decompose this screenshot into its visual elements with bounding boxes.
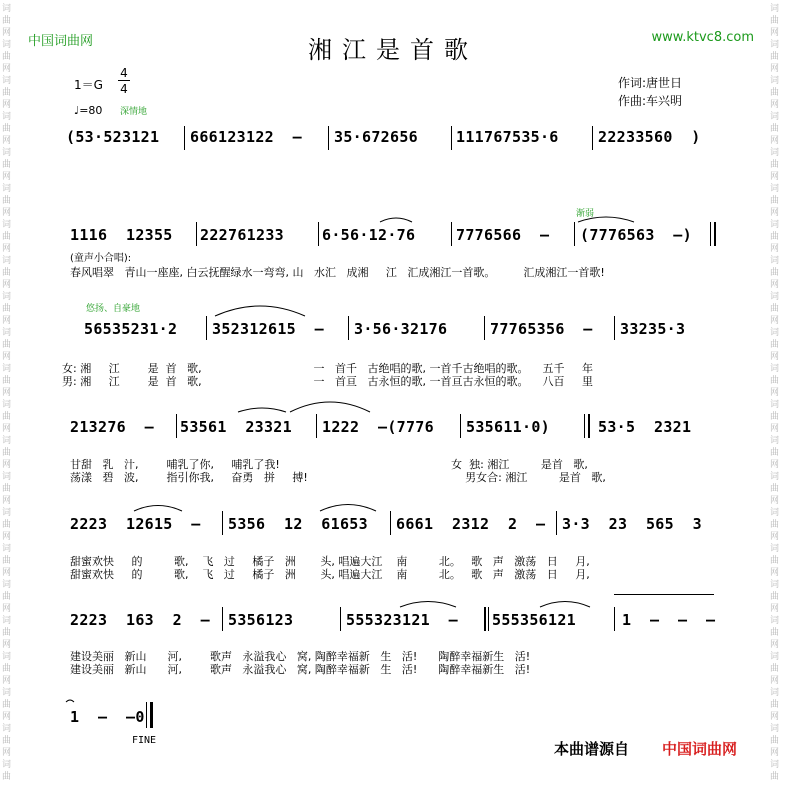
watermark-glyph: 网 [2,172,12,182]
watermark-glyph: 网 [2,676,12,686]
watermark-glyph: 曲 [2,304,12,314]
watermark-glyph: 网 [770,64,780,74]
watermark-glyph: 曲 [770,196,780,206]
watermark-glyph: 曲 [2,520,12,530]
watermark-glyph: 网 [2,496,12,506]
lyric-line: 春风唱翠 青山一座座, 白云抚醒绿水一弯弯, 山 水汇 成湘 江 汇成湘江一首歌。 汇成湘江一首歌! [70,266,605,279]
watermark-glyph: 词 [770,364,780,374]
watermark-glyph: 网 [2,28,12,38]
watermark-glyph: 曲 [770,88,780,98]
watermark-glyph: 曲 [770,304,780,314]
measure-r4-m3: 1222 –(7776 [322,418,434,436]
lyric-line-2: 荡漾 碧 波, 指引你我, 奋勇 拼 搏! 男女合: 湘江 是首 歌, [70,471,606,484]
watermark-glyph: 词 [770,508,780,518]
watermark-glyph: 词 [770,328,780,338]
watermark-glyph: 词 [770,544,780,554]
watermark-glyph: 词 [770,580,780,590]
measure-r3-m1: 56535231·2 [84,320,178,338]
watermark-glyph: 词 [770,652,780,662]
lyric-line-2: 甜蜜欢快 的 歌, 飞 过 橘子 洲 头, 唱遍大江 南 北。 歌 声 激荡 日 月, [70,568,590,581]
site-url-right: www.ktvc8.com [651,30,754,45]
source-brand: 中国词曲网 [662,740,738,758]
watermark-glyph: 词 [2,616,12,626]
time-signature-top: 4 [120,66,128,80]
watermark-glyph: 词 [2,508,12,518]
source-label: 本曲谱源自 [554,740,630,758]
watermark-glyph: 词 [2,400,12,410]
watermark-glyph: 网 [770,604,780,614]
watermark-glyph: 词 [2,220,12,230]
watermark-glyph: 网 [2,244,12,254]
watermark-glyph: 网 [770,280,780,290]
measure-r4-m1: 213276 – [70,418,154,436]
measure-r3-m3: 3·56·32176 [354,320,448,338]
measure-r2-m4: 7776566 – [456,226,550,244]
watermark-glyph: 词 [770,112,780,122]
measure-r5-m3: 6661 2312 2 – [396,515,546,533]
lyric-line-male: 男: 湘 江 是 首 歌, 一 首亘 古永恒的歌, 一首亘古永恒的歌。 八百 里 [62,375,593,388]
watermark-glyph: 网 [2,532,12,542]
watermark-glyph: 曲 [2,52,12,62]
watermark-glyph: 词 [2,760,12,770]
measure-r3-m4: 77765356 – [490,320,593,338]
lyric-line-2: 建设美丽 新山 河, 歌声 永溢我心 窝, 陶醉幸福新 生 活! 陶醉幸福新生 活! [70,663,531,676]
watermark-glyph: 网 [770,676,780,686]
tempo-marking: ♩=80 [74,104,103,117]
watermark-glyph: 词 [2,148,12,158]
watermark-glyph: 曲 [770,232,780,242]
watermark-glyph: 网 [2,640,12,650]
watermark-glyph: 曲 [2,592,12,602]
watermark-glyph: 词 [770,760,780,770]
watermark-glyph: 曲 [770,664,780,674]
site-name-left: 中国词曲网 [28,34,94,49]
watermark-glyph: 曲 [770,448,780,458]
key-signature: 1＝G [74,78,103,92]
watermark-glyph: 网 [2,460,12,470]
watermark-glyph: 词 [2,364,12,374]
watermark-glyph: 词 [770,148,780,158]
watermark-glyph: 曲 [770,700,780,710]
watermark-glyph: 词 [2,652,12,662]
watermark-glyph: 网 [770,172,780,182]
measure-r2-m1: 1116 12355 [70,226,173,244]
watermark-glyph: 曲 [2,736,12,746]
watermark-glyph: 词 [770,4,780,14]
watermark-glyph: 曲 [2,700,12,710]
watermark-glyph: 词 [2,580,12,590]
watermark-glyph: 词 [770,40,780,50]
watermark-glyph: 词 [770,400,780,410]
watermark-glyph: 网 [770,460,780,470]
tempo-expression: 深情地 [120,107,148,117]
watermark-glyph: 网 [2,388,12,398]
measure-r6-m3: 555323121 – [346,611,458,629]
watermark-glyph: 曲 [2,340,12,350]
watermark-glyph: 网 [770,28,780,38]
composer-credit: 作曲:车兴明 [618,94,683,108]
measure-r2-m5: (7776563 –) [580,226,692,244]
watermark-glyph: 网 [770,568,780,578]
measure-r6-m2: 5356123 [228,611,294,629]
watermark-glyph: 网 [770,388,780,398]
watermark-glyph: 曲 [2,268,12,278]
watermark-glyph: 词 [770,616,780,626]
watermark-glyph: 词 [2,4,12,14]
watermark-glyph: 曲 [770,520,780,530]
watermark-glyph: 词 [2,688,12,698]
measure-r5-m4: 3·3 23 565 3 [562,515,702,533]
watermark-glyph: 网 [2,424,12,434]
watermark-glyph: 词 [770,220,780,230]
watermark-glyph: 网 [2,316,12,326]
watermark-glyph: 网 [770,748,780,758]
watermark-glyph: 曲 [770,556,780,566]
measure-r4-m2: 53561 23321 [180,418,292,436]
watermark-glyph: 网 [770,352,780,362]
watermark-glyph: 词 [2,184,12,194]
watermark-glyph: 曲 [2,664,12,674]
measure-r1-m3: 35·672656 [334,128,418,146]
watermark-glyph: 曲 [770,628,780,638]
lyricist-credit: 作词:唐世日 [618,76,683,90]
watermark-glyph: 曲 [770,340,780,350]
measure-r2-m2: 222761233 [200,226,284,244]
watermark-glyph: 词 [2,436,12,446]
watermark-glyph: 曲 [2,16,12,26]
watermark-glyph: 网 [770,316,780,326]
watermark-glyph: 曲 [770,268,780,278]
watermark-glyph: 词 [2,544,12,554]
watermark-glyph: 词 [770,688,780,698]
measure-r3-m2: 352312615 – [212,320,324,338]
time-signature-bottom: 4 [120,82,128,96]
watermark-glyph: 曲 [770,376,780,386]
watermark-glyph: 曲 [770,772,780,782]
watermark-glyph: 网 [770,244,780,254]
watermark-glyph: 网 [2,568,12,578]
measure-r5-m2: 5356 12 61653 [228,515,368,533]
watermark-glyph: 曲 [2,412,12,422]
measure-r6-m5: 1 – – – [622,611,716,629]
watermark-glyph: 词 [2,292,12,302]
measure-r4-m5: 53·5 2321 [598,418,692,436]
watermark-glyph: 网 [770,532,780,542]
watermark-glyph: 词 [770,472,780,482]
watermark-glyph: 曲 [2,232,12,242]
watermark-glyph: 曲 [2,376,12,386]
lyric-section-label: (童声小合唱): [70,253,132,264]
watermark-glyph: 曲 [2,484,12,494]
watermark-glyph: 词 [2,112,12,122]
watermark-glyph: 曲 [2,160,12,170]
watermark-glyph: 曲 [770,736,780,746]
watermark-glyph: 曲 [2,448,12,458]
watermark-glyph: 网 [2,64,12,74]
watermark-glyph: 网 [770,640,780,650]
watermark-glyph: 词 [770,256,780,266]
watermark-glyph: 网 [770,100,780,110]
watermark-glyph: 网 [2,352,12,362]
measure-r1-m5: 22233560 ) [598,128,701,146]
watermark-glyph: 词 [2,40,12,50]
lyric-line-1: 甘甜 乳 汁, 哺乳了你, 哺乳了我! 女 独: 湘江 是首 歌, [70,458,588,471]
watermark-glyph: 词 [2,724,12,734]
watermark-glyph: 词 [770,184,780,194]
expression-diminuendo: 渐弱 [576,209,595,219]
watermark-glyph: 网 [2,604,12,614]
watermark-glyph: 词 [770,76,780,86]
watermark-glyph: 曲 [2,88,12,98]
fine-marking: FINE [132,735,157,746]
lyric-line-female: 女: 湘 江 是 首 歌, 一 首千 古绝唱的歌, 一首千古绝唱的歌。 五千 年 [62,362,593,375]
watermark-glyph: 词 [2,472,12,482]
watermark-glyph: 曲 [770,484,780,494]
watermark-glyph: 词 [2,256,12,266]
measure-r1-m1: (53·523121 [66,128,160,146]
watermark-glyph: 网 [2,208,12,218]
watermark-glyph: 网 [2,100,12,110]
watermark-glyph: 词 [770,292,780,302]
watermark-glyph: 网 [2,136,12,146]
watermark-glyph: 网 [770,136,780,146]
expression-proud: 悠扬、自豪地 [86,304,141,314]
watermark-glyph: 网 [770,496,780,506]
watermark-glyph: 词 [2,76,12,86]
watermark-glyph: 网 [2,748,12,758]
watermark-glyph: 曲 [770,160,780,170]
watermark-glyph: 曲 [770,592,780,602]
watermark-glyph: 曲 [2,196,12,206]
watermark-glyph: 词 [770,436,780,446]
measure-r1-m4: 111767535·6 [456,128,559,146]
watermark-glyph: 曲 [770,16,780,26]
song-title: 湘江是首歌 [308,36,478,64]
watermark-glyph: 网 [2,280,12,290]
watermark-glyph: 词 [2,328,12,338]
measure-r6-m1: 2223 163 2 – [70,611,210,629]
watermark-glyph: 曲 [770,52,780,62]
measure-r7-m1: 1 – –0 [70,708,145,726]
measure-r5-m1: 2223 12615 – [70,515,201,533]
watermark-glyph: 曲 [2,628,12,638]
lyric-line-1: 甜蜜欢快 的 歌, 飞 过 橘子 洲 头, 唱遍大江 南 北。 歌 声 激荡 日 月, [70,555,590,568]
watermark-glyph: 网 [770,712,780,722]
watermark-glyph: 曲 [2,556,12,566]
measure-r4-m4: 535611·0) [466,418,550,436]
watermark-glyph: 词 [770,724,780,734]
watermark-glyph: 曲 [770,412,780,422]
lyric-line-1: 建设美丽 新山 河, 歌声 永溢我心 窝, 陶醉幸福新 生 活! 陶醉幸福新生 活! [70,650,531,663]
measure-r2-m3: 6·56·12·76 [322,226,416,244]
watermark-glyph: 网 [2,712,12,722]
watermark-glyph: 网 [770,208,780,218]
watermark-glyph: 曲 [2,772,12,782]
measure-r1-m2: 666123122 – [190,128,302,146]
measure-r3-m5: 33235·3 [620,320,686,338]
measure-r6-m4: 555356121 [492,611,576,629]
watermark-glyph: 网 [770,424,780,434]
watermark-glyph: 曲 [2,124,12,134]
watermark-glyph: 曲 [770,124,780,134]
